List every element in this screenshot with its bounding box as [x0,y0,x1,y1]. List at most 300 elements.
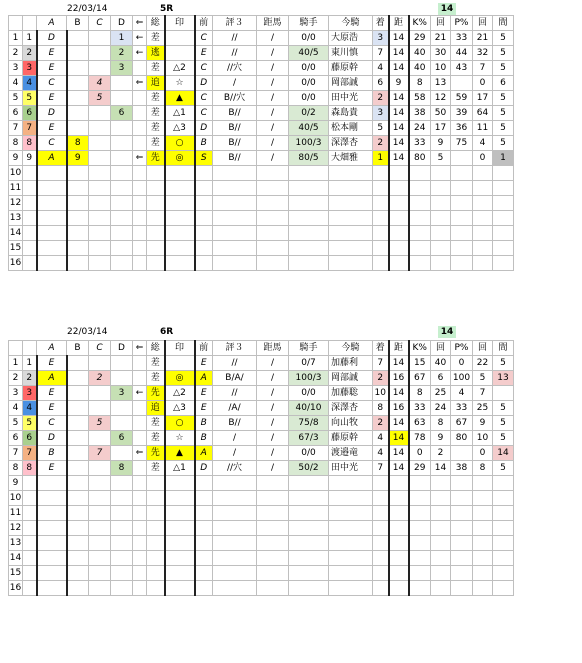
rank-d[interactable] [111,76,133,91]
count-1[interactable]: 12 [431,91,451,106]
table-row[interactable] [9,431,514,446]
rating-cell[interactable]: B// [213,136,257,151]
rank-a[interactable]: A [37,151,67,166]
count-2[interactable] [473,256,493,271]
distance-cell[interactable]: 14 [389,61,409,76]
count-2[interactable]: 10 [473,431,493,446]
table-row-empty[interactable] [9,566,514,581]
interval[interactable] [493,536,514,551]
rank-c[interactable] [89,521,111,536]
style-cell[interactable]: 差 [147,31,165,46]
style-cell[interactable] [147,521,165,536]
waku-number[interactable]: 6 [23,106,37,121]
rank-c[interactable] [89,121,111,136]
count-2[interactable]: 0 [473,76,493,91]
distance-horse[interactable] [257,226,289,241]
count-2[interactable] [473,211,493,226]
row-number[interactable]: 13 [9,211,23,226]
mark-cell[interactable]: △1 [165,106,195,121]
table-row-empty[interactable] [9,196,514,211]
jockey-name[interactable]: 渡邉竜 [329,446,373,461]
rank-a[interactable] [37,566,67,581]
jockey-name[interactable]: 岡部誠 [329,371,373,386]
rank-c[interactable] [89,566,111,581]
row-number[interactable]: 14 [9,551,23,566]
p-percent[interactable]: 80 [451,431,473,446]
table-row[interactable] [9,76,514,91]
table-row-empty[interactable] [9,581,514,596]
jockey-name[interactable] [329,256,373,271]
p-percent[interactable]: 0 [451,356,473,371]
style-cell[interactable]: 差 [147,416,165,431]
count-1[interactable] [431,241,451,256]
distance-horse[interactable]: / [257,121,289,136]
rider-score[interactable] [289,491,329,506]
rank-d[interactable] [111,166,133,181]
count-1[interactable]: 17 [431,121,451,136]
distance-horse[interactable]: / [257,46,289,61]
rating-cell[interactable]: / [213,446,257,461]
distance-horse[interactable] [257,256,289,271]
rank-a[interactable] [37,521,67,536]
k-percent[interactable] [409,181,431,196]
style-cell[interactable] [147,566,165,581]
arrow[interactable] [133,136,147,151]
k-percent[interactable]: 40 [409,46,431,61]
count-1[interactable] [431,476,451,491]
prev-rank[interactable] [195,551,213,566]
distance-cell[interactable]: 14 [389,151,409,166]
rank-c[interactable] [89,61,111,76]
p-percent[interactable] [451,211,473,226]
count-1[interactable] [431,196,451,211]
distance-cell[interactable]: 14 [389,386,409,401]
count-2[interactable] [473,226,493,241]
distance-cell[interactable]: 14 [389,356,409,371]
arrow[interactable] [133,91,147,106]
arrow[interactable] [133,196,147,211]
interval[interactable] [493,551,514,566]
style-cell[interactable]: 先 [147,151,165,166]
rank-d[interactable]: 3 [111,61,133,76]
k-percent[interactable]: 38 [409,106,431,121]
finish-cell[interactable] [373,256,389,271]
rating-cell[interactable]: B//穴 [213,91,257,106]
distance-horse[interactable]: / [257,31,289,46]
distance-horse[interactable]: / [257,151,289,166]
table-row-empty[interactable] [9,491,514,506]
rank-d[interactable] [111,181,133,196]
p-percent[interactable] [451,256,473,271]
rating-cell[interactable]: // [213,356,257,371]
rider-score[interactable]: 40/5 [289,46,329,61]
style-cell[interactable] [147,226,165,241]
jockey-name[interactable] [329,521,373,536]
interval[interactable]: 6 [493,76,514,91]
mark-cell[interactable] [165,491,195,506]
count-2[interactable]: 0 [473,151,493,166]
finish-cell[interactable]: 1 [373,151,389,166]
p-percent[interactable]: 33 [451,401,473,416]
row-number[interactable]: 4 [9,401,23,416]
distance-cell[interactable]: 14 [389,446,409,461]
arrow[interactable] [133,211,147,226]
p-percent[interactable] [451,181,473,196]
jockey-name[interactable]: 大原浩 [329,31,373,46]
finish-cell[interactable]: 10 [373,386,389,401]
rank-a[interactable]: C [37,416,67,431]
table-row-empty[interactable] [9,521,514,536]
p-percent[interactable] [451,241,473,256]
rating-cell[interactable] [213,256,257,271]
waku-number[interactable] [23,491,37,506]
interval[interactable] [493,521,514,536]
k-percent[interactable]: 29 [409,461,431,476]
interval[interactable]: 5 [493,416,514,431]
finish-cell[interactable] [373,226,389,241]
rider-score[interactable]: 0/2 [289,106,329,121]
interval[interactable] [493,211,514,226]
rider-score[interactable] [289,256,329,271]
k-percent[interactable]: 63 [409,416,431,431]
distance-cell[interactable] [389,551,409,566]
waku-number[interactable]: 3 [23,61,37,76]
count-1[interactable]: 25 [431,386,451,401]
finish-cell[interactable] [373,551,389,566]
count-1[interactable] [431,551,451,566]
style-cell[interactable] [147,551,165,566]
rank-a[interactable] [37,506,67,521]
k-percent[interactable] [409,211,431,226]
rank-a[interactable]: E [37,356,67,371]
mark-cell[interactable] [165,476,195,491]
jockey-name[interactable]: 深澤杏 [329,136,373,151]
waku-number[interactable] [23,566,37,581]
rider-score[interactable] [289,506,329,521]
count-2[interactable]: 7 [473,61,493,76]
rank-a[interactable]: A [37,371,67,386]
rider-score[interactable]: 100/3 [289,136,329,151]
prev-rank[interactable] [195,491,213,506]
rank-a[interactable] [37,241,67,256]
rank-d[interactable] [111,536,133,551]
rider-score[interactable]: 0/0 [289,446,329,461]
rating-cell[interactable]: B/A/ [213,371,257,386]
count-2[interactable]: 5 [473,371,493,386]
mark-cell[interactable] [165,566,195,581]
k-percent[interactable] [409,196,431,211]
count-1[interactable] [431,181,451,196]
table-row[interactable] [9,371,514,386]
rank-d[interactable]: 3 [111,386,133,401]
distance-horse[interactable] [257,521,289,536]
waku-number[interactable] [23,211,37,226]
rider-score[interactable] [289,581,329,596]
count-2[interactable] [473,506,493,521]
rank-a[interactable]: E [37,91,67,106]
mark-cell[interactable]: △2 [165,61,195,76]
arrow[interactable]: ⇐ [133,151,147,166]
count-1[interactable]: 6 [431,371,451,386]
p-percent[interactable] [451,446,473,461]
table-row[interactable] [9,356,514,371]
k-percent[interactable] [409,256,431,271]
finish-cell[interactable] [373,491,389,506]
prev-rank[interactable]: D [195,121,213,136]
count-2[interactable] [473,476,493,491]
distance-cell[interactable]: 14 [389,91,409,106]
prev-rank[interactable]: E [195,401,213,416]
row-number[interactable]: 2 [9,46,23,61]
rider-score[interactable]: 0/0 [289,386,329,401]
row-number[interactable]: 9 [9,476,23,491]
rank-a[interactable]: E [37,61,67,76]
distance-cell[interactable] [389,196,409,211]
jockey-name[interactable] [329,581,373,596]
distance-cell[interactable] [389,211,409,226]
rank-b[interactable] [67,76,89,91]
rating-cell[interactable]: //穴 [213,461,257,476]
table-row[interactable] [9,401,514,416]
style-cell[interactable] [147,181,165,196]
rank-b[interactable] [67,46,89,61]
waku-number[interactable] [23,256,37,271]
jockey-name[interactable]: 藤原幹 [329,61,373,76]
rider-score[interactable] [289,226,329,241]
p-percent[interactable] [451,226,473,241]
p-percent[interactable] [451,166,473,181]
mark-cell[interactable] [165,181,195,196]
finish-cell[interactable]: 5 [373,121,389,136]
finish-cell[interactable]: 6 [373,76,389,91]
distance-horse[interactable]: / [257,91,289,106]
arrow[interactable]: ⇐ [133,446,147,461]
distance-cell[interactable]: 14 [389,106,409,121]
rank-d[interactable] [111,196,133,211]
rank-a[interactable]: E [37,401,67,416]
rank-c[interactable] [89,106,111,121]
prev-rank[interactable]: E [195,356,213,371]
style-cell[interactable] [147,256,165,271]
distance-horse[interactable] [257,241,289,256]
row-number[interactable]: 16 [9,581,23,596]
row-number[interactable]: 11 [9,506,23,521]
rank-d[interactable] [111,506,133,521]
rank-b[interactable] [67,476,89,491]
waku-number[interactable] [23,181,37,196]
p-percent[interactable]: 33 [451,31,473,46]
waku-number[interactable] [23,581,37,596]
p-percent[interactable]: 100 [451,371,473,386]
distance-cell[interactable] [389,581,409,596]
style-cell[interactable]: 先 [147,446,165,461]
rank-d[interactable] [111,241,133,256]
rider-score[interactable]: 100/3 [289,371,329,386]
jockey-name[interactable]: 加藤聡 [329,386,373,401]
count-1[interactable]: 14 [431,461,451,476]
jockey-name[interactable]: 加藤利 [329,356,373,371]
rank-a[interactable] [37,476,67,491]
distance-cell[interactable] [389,521,409,536]
interval[interactable]: 5 [493,431,514,446]
jockey-name[interactable] [329,506,373,521]
rating-cell[interactable]: / [213,76,257,91]
rank-c[interactable]: 7 [89,446,111,461]
p-percent[interactable] [451,491,473,506]
prev-rank[interactable]: C [195,91,213,106]
jockey-name[interactable] [329,166,373,181]
mark-cell[interactable] [165,241,195,256]
p-percent[interactable] [451,76,473,91]
rider-score[interactable] [289,196,329,211]
k-percent[interactable]: 29 [409,31,431,46]
rank-a[interactable] [37,536,67,551]
rank-d[interactable]: 6 [111,431,133,446]
interval[interactable]: 5 [493,121,514,136]
interval[interactable]: 14 [493,446,514,461]
waku-number[interactable]: 7 [23,446,37,461]
rank-c[interactable] [89,166,111,181]
rank-a[interactable]: B [37,446,67,461]
p-percent[interactable] [451,506,473,521]
table-row-empty[interactable] [9,211,514,226]
k-percent[interactable] [409,226,431,241]
rating-cell[interactable] [213,181,257,196]
rank-d[interactable] [111,521,133,536]
rank-c[interactable] [89,551,111,566]
style-cell[interactable]: 差 [147,431,165,446]
count-1[interactable]: 5 [431,151,451,166]
interval[interactable]: 5 [493,106,514,121]
arrow[interactable] [133,521,147,536]
arrow[interactable] [133,551,147,566]
rank-a[interactable]: E [37,46,67,61]
distance-horse[interactable]: / [257,431,289,446]
distance-horse[interactable] [257,181,289,196]
style-cell[interactable] [147,491,165,506]
row-number[interactable]: 5 [9,91,23,106]
prev-rank[interactable]: C [195,31,213,46]
mark-cell[interactable]: ○ [165,416,195,431]
rating-cell[interactable] [213,166,257,181]
rank-b[interactable] [67,506,89,521]
prev-rank[interactable] [195,566,213,581]
distance-cell[interactable] [389,566,409,581]
rating-cell[interactable]: B// [213,416,257,431]
distance-cell[interactable] [389,491,409,506]
waku-number[interactable]: 4 [23,76,37,91]
distance-cell[interactable]: 14 [389,461,409,476]
jockey-name[interactable]: 田中光 [329,91,373,106]
mark-cell[interactable] [165,356,195,371]
distance-horse[interactable]: / [257,401,289,416]
table-row[interactable] [9,106,514,121]
distance-horse[interactable]: / [257,461,289,476]
style-cell[interactable] [147,166,165,181]
rank-d[interactable] [111,401,133,416]
table-row[interactable] [9,121,514,136]
count-1[interactable]: 24 [431,401,451,416]
row-number[interactable]: 6 [9,431,23,446]
style-cell[interactable] [147,196,165,211]
table-row[interactable] [9,61,514,76]
table-row-empty[interactable] [9,551,514,566]
interval[interactable] [493,491,514,506]
count-1[interactable] [431,226,451,241]
jockey-name[interactable]: 田中光 [329,461,373,476]
mark-cell[interactable] [165,256,195,271]
rank-b[interactable]: 9 [67,151,89,166]
p-percent[interactable] [451,551,473,566]
interval[interactable]: 5 [493,461,514,476]
rank-b[interactable] [67,386,89,401]
finish-cell[interactable]: 3 [373,31,389,46]
interval[interactable] [493,476,514,491]
rating-cell[interactable]: B// [213,151,257,166]
table-row[interactable] [9,91,514,106]
jockey-name[interactable] [329,551,373,566]
prev-rank[interactable]: E [195,386,213,401]
count-2[interactable] [473,491,493,506]
prev-rank[interactable]: B [195,416,213,431]
rank-c[interactable]: 5 [89,91,111,106]
row-number[interactable]: 8 [9,136,23,151]
rank-c[interactable] [89,226,111,241]
rank-d[interactable] [111,446,133,461]
p-percent[interactable] [451,476,473,491]
waku-number[interactable]: 1 [23,31,37,46]
distance-cell[interactable] [389,536,409,551]
style-cell[interactable]: 差 [147,106,165,121]
rank-b[interactable] [67,416,89,431]
rank-d[interactable]: 2 [111,46,133,61]
interval[interactable] [493,226,514,241]
rating-cell[interactable] [213,226,257,241]
style-cell[interactable] [147,476,165,491]
k-percent[interactable]: 8 [409,76,431,91]
finish-cell[interactable]: 7 [373,356,389,371]
arrow[interactable] [133,401,147,416]
rank-c[interactable] [89,356,111,371]
mark-cell[interactable] [165,31,195,46]
waku-number[interactable]: 7 [23,121,37,136]
rating-cell[interactable] [213,566,257,581]
rank-b[interactable] [67,551,89,566]
finish-cell[interactable]: 8 [373,401,389,416]
k-percent[interactable]: 78 [409,431,431,446]
arrow[interactable] [133,241,147,256]
interval[interactable] [493,166,514,181]
arrow[interactable] [133,181,147,196]
rank-a[interactable]: D [37,106,67,121]
distance-horse[interactable] [257,506,289,521]
rank-b[interactable] [67,446,89,461]
rank-a[interactable] [37,181,67,196]
k-percent[interactable] [409,476,431,491]
prev-rank[interactable]: S [195,151,213,166]
rank-a[interactable]: E [37,386,67,401]
finish-cell[interactable]: 2 [373,371,389,386]
p-percent[interactable]: 59 [451,91,473,106]
rank-b[interactable] [67,356,89,371]
table-row[interactable] [9,446,514,461]
count-1[interactable] [431,211,451,226]
rider-score[interactable]: 0/0 [289,76,329,91]
count-1[interactable]: 50 [431,106,451,121]
rider-score[interactable]: 40/10 [289,401,329,416]
rank-b[interactable] [67,121,89,136]
distance-horse[interactable]: / [257,386,289,401]
